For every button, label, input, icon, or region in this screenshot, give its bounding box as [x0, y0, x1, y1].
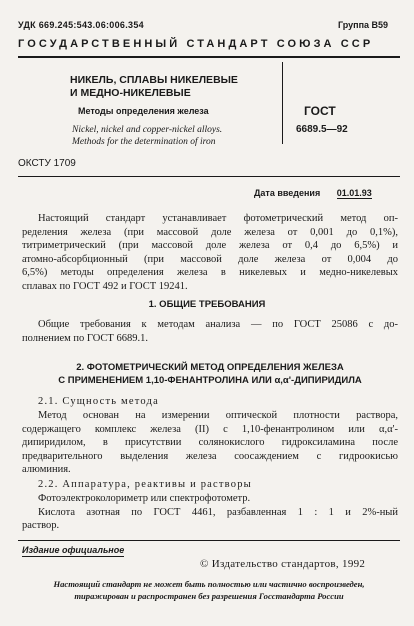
gost-number: 6689.5—92 — [296, 124, 348, 135]
introduction-date — [254, 188, 372, 198]
english-line-1: Nickel, nickel and copper-nickel alloys. — [72, 125, 223, 135]
intro-line: ределения железа (при массовой доле железа от 0,001 до 0,1%), — [22, 226, 398, 238]
intro-line: атомно-абсорбционный (при массовой доле железа от 0,004 до — [22, 253, 398, 265]
subsection-2-1-heading: 2.1. Сущность метода — [38, 396, 159, 407]
subsection-2-1-line: дипиридилом, в присутствии солянокислого гидроксиламина после — [22, 437, 398, 449]
introduction-label: Дата введения — [254, 188, 321, 198]
title-vertical-divider — [282, 62, 283, 144]
subsection-2-1-line: алюминия. — [22, 464, 71, 476]
introduction-value: 01.01.93 — [336, 188, 372, 198]
document-title — [70, 74, 260, 100]
subsection-2-1-line: предварительного выделения железа соосаждением с гидроокисью — [22, 450, 398, 462]
section-1-heading: 1. ОБЩИЕ ТРЕБОВАНИЯ — [148, 299, 266, 310]
reproduction-notice — [16, 578, 402, 602]
subsection-2-2-heading: 2.2. Аппаратура, реактивы и растворы — [38, 479, 252, 490]
reproduction-notice-line-1: Настоящий стандарт не может быть полностью или частично воспроизведен, — [53, 579, 365, 589]
intro-line: сплавах по ГОСТ 492 и ГОСТ 19241. — [22, 280, 188, 292]
reproduction-notice-line-2: тиражирован и распространен без разрешения Госстандарта России — [74, 591, 344, 601]
copyright-notice: © Издательство стандартов, 1992 — [200, 558, 366, 570]
english-title — [72, 124, 222, 148]
subsection-2-1-line: Метод основан на измерении оптической плотности раствора, — [38, 410, 398, 421]
section-1-line: полнением по ГОСТ 6689.1. — [22, 332, 148, 344]
english-line-2: Methods for the determination of iron — [72, 137, 216, 147]
section-2-heading-line-1: 2. ФОТОМЕТРИЧЕСКИЙ МЕТОД ОПРЕДЕЛЕНИЯ ЖЕЛЕЗА — [76, 362, 344, 373]
subsection-2-1-line: содержащего комплекс железа (II) с 1,10-фенантролином или α,α'- — [22, 423, 398, 435]
section-1-text — [22, 318, 398, 345]
section-2-heading-line-2: С ПРИМЕНЕНИЕМ 1,10-ФЕНАНТРОЛИНА ИЛИ α,α'-ДИПИРИДИЛА — [58, 375, 362, 386]
intro-line: 6,5%) методы определения железа в никелевых и медно-никелевых — [22, 267, 398, 279]
title-line-2: И МЕДНО-НИКЕЛЕВЫЕ — [70, 87, 191, 99]
header-rule-thick — [18, 56, 400, 58]
subsection-2-2-line: Фотоэлектроколориметр или спектрофотометр. — [38, 493, 251, 504]
intro-line: титриметрический (при массовой доле железа от 0,4 до 6,5%) и — [22, 240, 398, 252]
okstu-code: ОКСТУ 1709 — [18, 158, 76, 169]
intro-paragraph — [22, 212, 398, 294]
title-line-1: НИКЕЛЬ, СПЛАВЫ НИКЕЛЕВЫЕ — [70, 74, 238, 86]
section-2-heading — [18, 361, 402, 387]
section-1-line: Общие требования к методам анализа — по ГОСТ 25086 с до- — [38, 319, 398, 330]
official-edition-label: Издание официальное — [22, 545, 125, 555]
okstu-rule — [18, 176, 400, 177]
state-standard-heading: ГОСУДАРСТВЕННЫЙ СТАНДАРТ СОЮЗА ССР — [18, 38, 374, 50]
subsection-2-2-line: раствор. — [22, 520, 60, 532]
udk-code: УДК 669.245:543.06:006.354 — [18, 20, 144, 30]
group-code: Группа В59 — [338, 20, 389, 30]
document-subtitle: Методы определения железа — [78, 106, 209, 116]
gost-label: ГОСТ — [304, 104, 336, 118]
intro-line: Настоящий стандарт устанавливает фотометрический метод оп- — [38, 213, 398, 224]
subsection-2-2-text — [22, 492, 398, 533]
subsection-2-2-line: Кислота азотная по ГОСТ 4461, разбавленная 1 : 1 и 2%-ный — [38, 506, 398, 518]
subsection-2-1-text — [22, 409, 398, 477]
footer-rule — [18, 540, 400, 541]
